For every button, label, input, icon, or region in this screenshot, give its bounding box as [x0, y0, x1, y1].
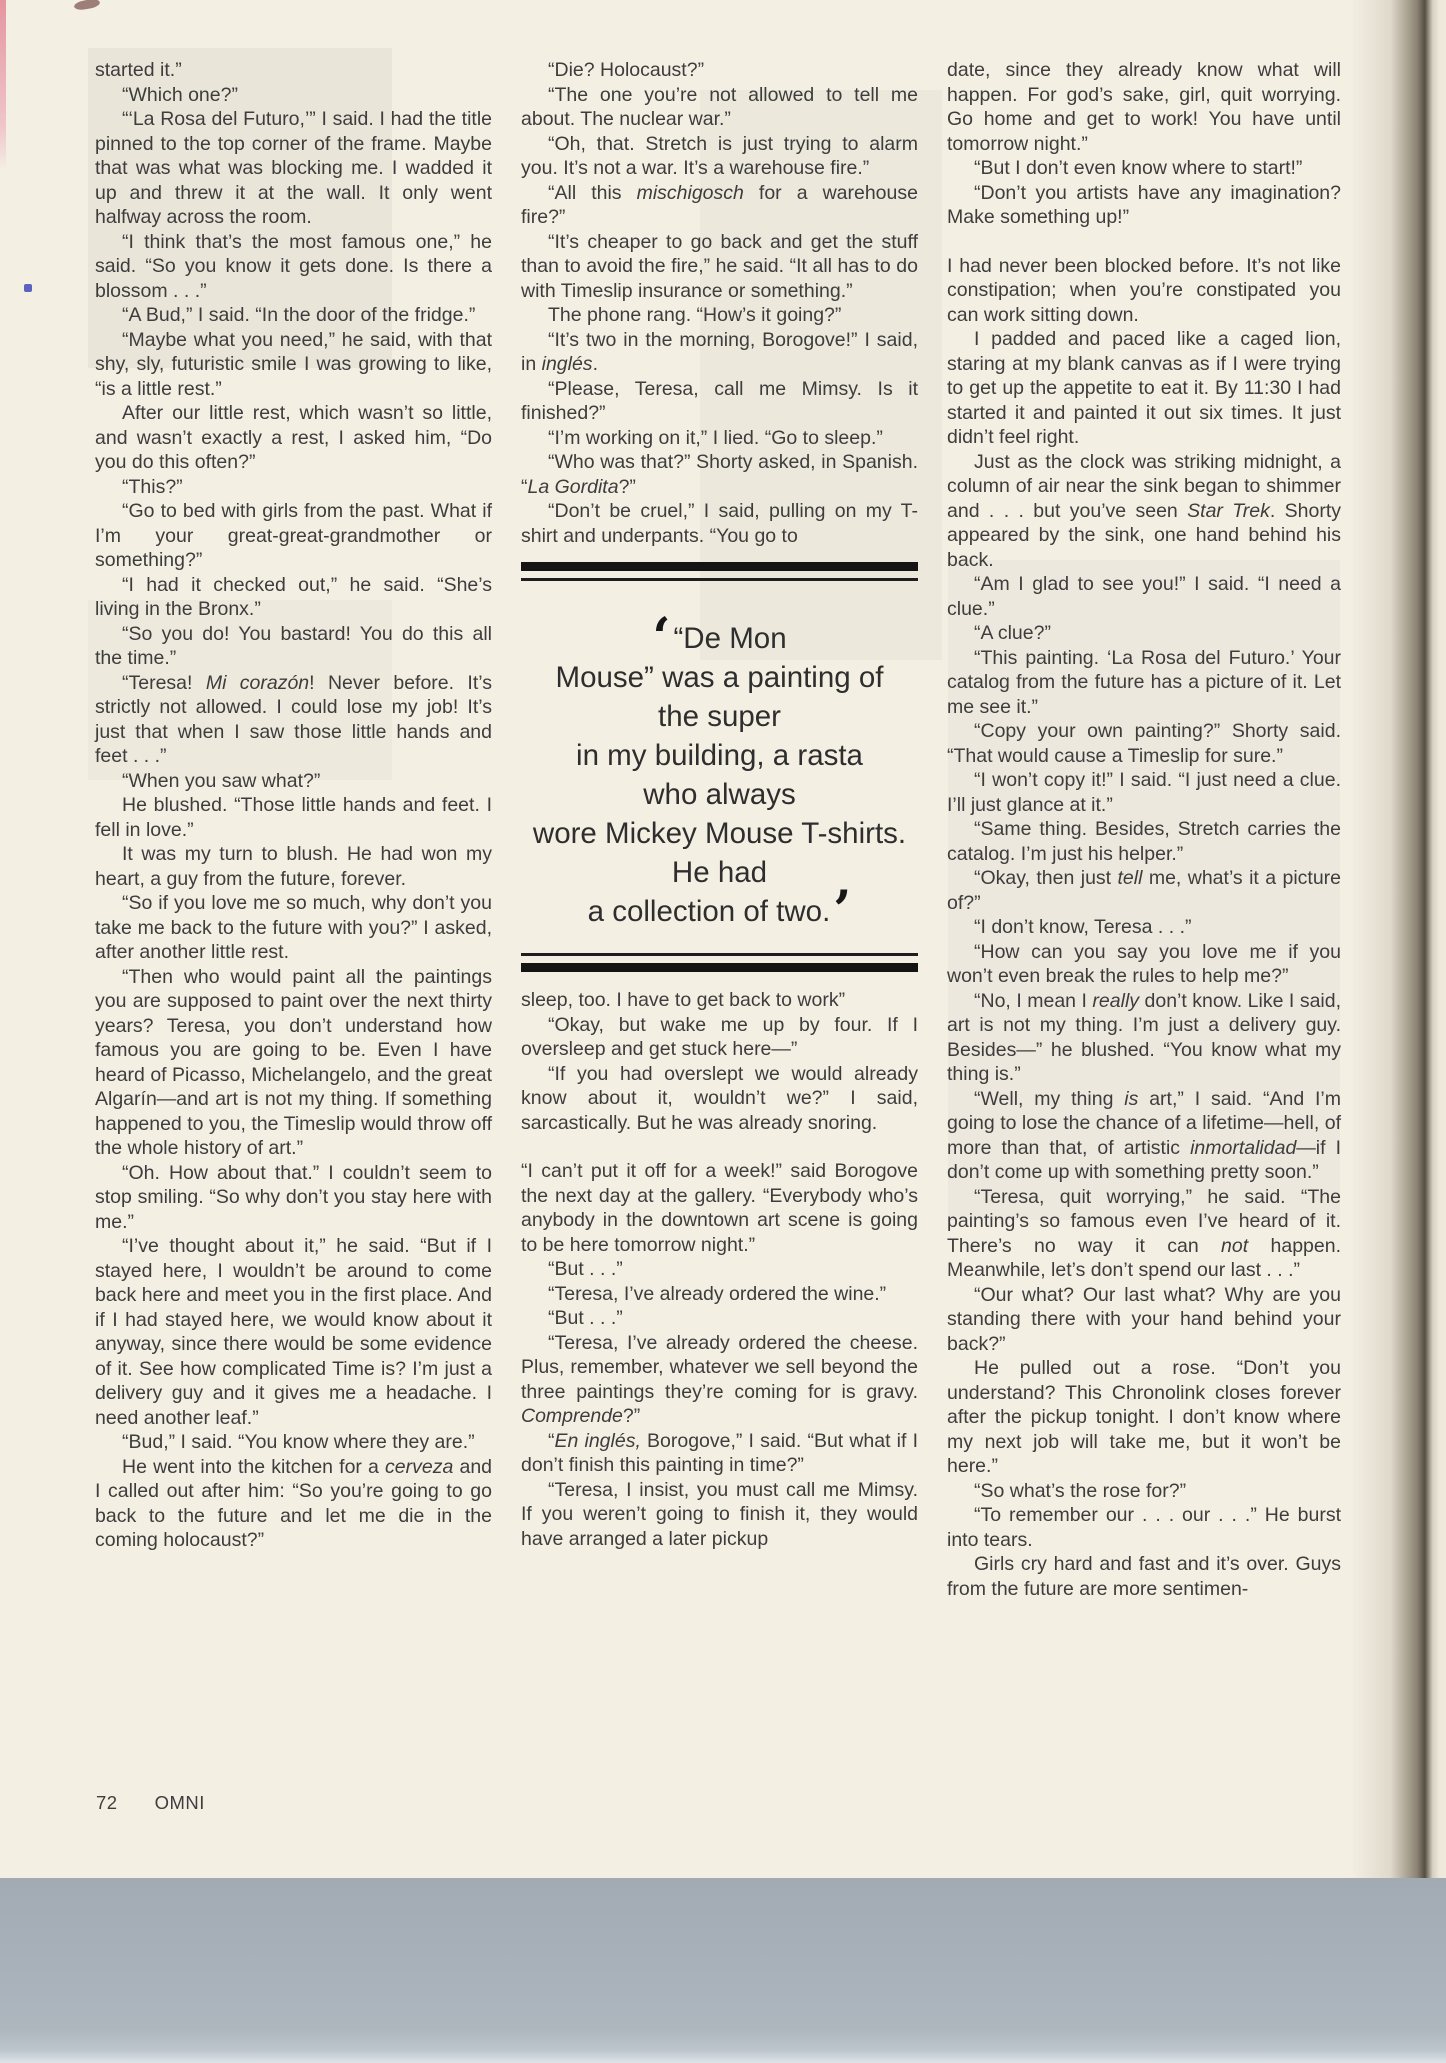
paragraph: He pulled out a rose. “Don’t you understand? This Chronolink closes forever after the pickup tonight. I don’t know where my next job will take me, but it won’t be here.”: [947, 1357, 1341, 1477]
paragraph: “Our what? Our last what? Why are you standing there with your hand behind your back?”: [947, 1283, 1341, 1355]
paragraph: “Bud,” I said. “You know where they are.”: [122, 1431, 475, 1453]
paragraph: sleep, too. I have to get back to work”: [521, 989, 846, 1011]
paragraph: “Teresa, I’ve already ordered the wine.”: [548, 1282, 887, 1305]
paragraph: “I don’t know, Teresa . . .”: [974, 916, 1192, 938]
paragraph: I had never been blocked before. It’s not like constipation; when you’re constipated you can work sitting down.: [947, 254, 1341, 326]
column-2-lower-text: [521, 988, 918, 1551]
paragraph: “A clue?”: [974, 622, 1051, 644]
paragraph: “I’ve thought about it,” he said. “But if I stayed here, I wouldn’t be around to come back here and meet you in the first place. And if I had stayed here, we would know about it anyway, since there would be some evidence of it. See how complicated Time is? I’m just a delivery guy and it gives me a headache. I need another leaf.”: [95, 1235, 492, 1429]
paragraph: “Teresa, quit worrying,” he said. “The painting’s so famous even I’ve heard of it. There’s no way it can not happen. Meanwhile, let’s don’t spend our last . . .”: [947, 1185, 1341, 1281]
paragraph: “Teresa, I insist, you must call me Mimsy. If you weren’t going to finish it, they would have arranged a later pickup: [521, 1478, 918, 1550]
pull-quote-bottom-thin-rule: [521, 953, 918, 956]
paragraph: “It’s two in the morning, Borogove!” I said, in inglés.: [521, 328, 918, 375]
paragraph: “Teresa, I’ve already ordered the cheese. Plus, remember, whatever we sell beyond the three paintings they’re coming for is gravy. Comprende?”: [521, 1331, 918, 1427]
paragraph: “Okay, but wake me up by four. If I oversleep and get stuck here—”: [521, 1013, 918, 1060]
paragraph: “Oh, that. Stretch is just trying to alarm you. It’s not a war. It’s a warehouse fire.”: [521, 132, 918, 179]
paragraph: “The one you’re not allowed to tell me about. The nuclear war.”: [521, 83, 918, 130]
paragraph: “Oh. How about that.” I couldn’t seem to stop smiling. “So why don’t you stay here with me.”: [95, 1161, 492, 1233]
page-footer: [96, 1792, 205, 1814]
paragraph: started it.”: [95, 59, 182, 81]
paragraph: “But . . .”: [548, 1258, 623, 1280]
ink-speck: [24, 284, 32, 292]
pull-quote-open-ornament: ‘: [652, 607, 671, 668]
paragraph: “When you saw what?”: [122, 769, 321, 792]
paragraph: “So you do! You bastard! You do this all the time.”: [95, 622, 492, 669]
paragraph: “Teresa! Mi corazón! Never before. It’s strictly not allowed. I could lose my job! It’s just that when I saw those little hands and feet . . .”: [95, 671, 492, 767]
paragraph: “Okay, then just tell me, what’s it a picture of?”: [947, 867, 1342, 914]
paragraph: “To remember our . . . our . . .” He burst into tears.: [947, 1504, 1341, 1551]
paragraph: “‘La Rosa del Futuro,’” I said. I had the title pinned to the top corner of the frame. Maybe that was what was blocking me. I wadded it up and threw it at the wall. It only went halfway across the room.: [95, 108, 492, 228]
paragraph: “Who was that?” Shorty asked, in Spanish. “La Gordita?”: [521, 451, 918, 498]
paragraph: “I can’t put it off for a week!” said Borogove the next day at the gallery. “Everybody who’s anybody in the downtown art scene is going to be here tomorrow night.”: [521, 1160, 918, 1256]
paragraph: “Die? Holocaust?”: [548, 59, 705, 81]
paragraph: I padded and paced like a caged lion, staring at my blank canvas as if I were trying to get up the appetite to eat it. By 11:30 I had started it and painted it out six times. It just didn’t feel right.: [947, 328, 1341, 448]
paragraph: “I had it checked out,” he said. “She’s living in the Bronx.”: [95, 573, 492, 620]
paragraph: “So if you love me so much, why don’t you take me back to the future with you?” I asked, after another little rest.: [95, 892, 492, 963]
paragraph: “Please, Teresa, call me Mimsy. Is it finished?”: [521, 377, 918, 424]
paragraph: “If you had overslept we would already know about it, wouldn’t we?” I said, sarcastically. But he was already snoring.: [521, 1062, 918, 1134]
pull-quote-text: ‘ “De Mon Mouse” was a painting of the super in my building, a rasta who always wore Mickey Mouse T-shirts. He had a collection of two.’: [532, 607, 907, 941]
paragraph: “No, I mean I really don’t know. Like I said, art is not my thing. I’m just a delivery guy. Besides—” he blushed. “You know what my thing is.”: [947, 989, 1342, 1085]
paragraph: “All this mischigosch for a warehouse fire?”: [521, 181, 918, 228]
pull-quote-top-thick-rule: [521, 562, 918, 571]
paragraph: “Which one?”: [122, 83, 238, 106]
paragraph: “Don’t be cruel,” I said, pulling on my T-shirt and underpants. “You go to: [521, 500, 918, 547]
paragraph: “Then who would paint all the paintings you are supposed to paint over the next thirty years? Teresa, you don’t understand how famous you are going to be. Even I have heard of Picasso, Michelangelo, and the great Algarín—and art is not my thing. If something happened to you, the Timeslip would throw off the whole history of art.”: [95, 965, 492, 1159]
paragraph: Girls cry hard and fast and it’s over. Guys from the future are more sentimen-: [947, 1553, 1341, 1600]
paragraph: date, since they already know what will happen. For god’s sake, girl, quit worrying. Go home and get to work! You have until tomorrow night.”: [947, 59, 1341, 155]
paragraph: “I won’t copy it!” I said. “I just need a clue. I’ll just glance at it.”: [947, 769, 1341, 816]
paragraph: Just as the clock was striking midnight, a column of air near the sink began to shimmer and . . . but you’ve seen Star Trek. Shorty appeared by the sink, one hand behind his back.: [947, 450, 1341, 571]
paragraph: “I think that’s the most famous one,” he said. “So you know it gets done. Is there a blossom . . .”: [95, 230, 492, 302]
paragraph: The phone rang. “How’s it going?”: [548, 304, 842, 326]
paragraph: He went into the kitchen for a cerveza and I called out after him: “So you’re going to go back to the future and let me die in the coming holocaust?”: [95, 1455, 493, 1551]
paragraph: “How can you say you love me if you won’t even break the rules to help me?”: [947, 940, 1341, 987]
scanner-background-band: [0, 1878, 1446, 2063]
scan-edge-artifact: [0, 0, 6, 170]
paragraph: “But . . .”: [548, 1307, 623, 1329]
paragraph: “Maybe what you need,” he said, with that shy, sly, futuristic smile I was growing to like, “is a little rest.”: [95, 328, 492, 400]
paragraph: “So what’s the rose for?”: [974, 1479, 1187, 1502]
paragraph: “Go to bed with girls from the past. What if I’m your great-great-grandmother or something?”: [95, 500, 492, 571]
magazine-name: OMNI: [154, 1792, 205, 1813]
paragraph: “It’s cheaper to go back and get the stuff than to avoid the fire,” he said. “It all has to do with Timeslip insurance or something.”: [521, 230, 918, 302]
text-column-1: [95, 58, 492, 1553]
paragraph: “But I don’t even know where to start!”: [974, 157, 1303, 179]
paragraph: After our little rest, which wasn’t so little, and wasn’t exactly a rest, I asked him, “Do you do this often?”: [95, 402, 492, 473]
paragraph: “Same thing. Besides, Stretch carries the catalog. I’m just his helper.”: [947, 818, 1341, 865]
paragraph: “Don’t you artists have any imagination? Make something up!”: [947, 181, 1341, 228]
paragraph: It was my turn to blush. He had won my heart, a guy from the future, forever.: [95, 843, 492, 890]
paragraph: “I’m working on it,” I lied. “Go to sleep.”: [548, 426, 883, 449]
paragraph: “En inglés, Borogove,” I said. “But what if I don’t finish this painting in time?”: [521, 1429, 918, 1476]
paragraph: “Copy your own painting?” Shorty said. “That would cause a Timeslip for sure.”: [947, 720, 1341, 767]
paragraph: “Am I glad to see you!” I said. “I need a clue.”: [947, 573, 1341, 620]
pull-quote-bottom-thick-rule: [521, 963, 918, 972]
column-2-upper-text: [521, 58, 918, 548]
pull-quote: [521, 562, 918, 972]
paragraph: “A Bud,” I said. “In the door of the fridge.”: [122, 304, 476, 326]
pull-quote-close-ornament: ’: [833, 880, 852, 941]
paragraph: “This painting. ‘La Rosa del Futuro.’ Your catalog from the future has a picture of it. Let me see it.”: [947, 646, 1341, 718]
text-column-3: [947, 58, 1341, 1601]
paragraph: “Well, my thing is art,” I said. “And I’m going to lose the chance of a lifetime—hell, of more than that, of artistic inmortalidad—if I don’t come up with something pretty soon.”: [947, 1087, 1341, 1183]
paragraph: He blushed. “Those little hands and feet. I fell in love.”: [95, 794, 492, 841]
text-column-2: [521, 58, 918, 1551]
page-number: 72: [96, 1792, 118, 1813]
paragraph: “This?”: [122, 475, 183, 498]
